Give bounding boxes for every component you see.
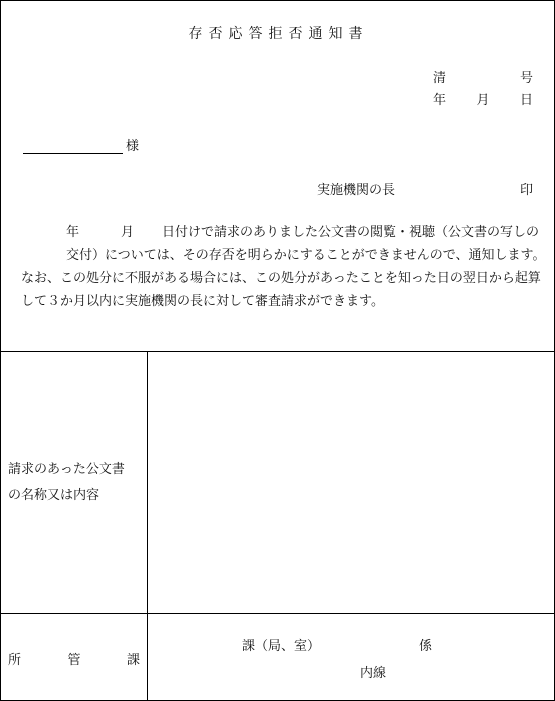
number-suffix: 号 bbox=[519, 71, 533, 86]
section-label: 係 bbox=[418, 639, 432, 654]
document-title: 存否応答拒否通知書 bbox=[188, 26, 369, 42]
extension-label: 内線 bbox=[360, 666, 387, 681]
requested-document-label-line1: 請求のあった公文書 bbox=[8, 462, 125, 477]
date-day: 日 bbox=[519, 93, 533, 108]
department-label: 課（局、室） bbox=[242, 639, 321, 654]
body-year: 年 bbox=[66, 225, 80, 240]
date-year: 年 bbox=[433, 93, 447, 108]
document-number-block bbox=[433, 68, 533, 112]
number-prefix: 清 bbox=[433, 71, 447, 86]
table-column-divider bbox=[147, 351, 148, 700]
label-char-3: 課 bbox=[126, 653, 140, 668]
responsible-division-label bbox=[8, 649, 140, 668]
requested-document-label-line2: の名称又は内容 bbox=[8, 488, 100, 503]
recipient bbox=[23, 135, 139, 154]
body-paragraph-1 bbox=[8, 221, 551, 267]
date-month: 月 bbox=[476, 93, 490, 108]
table-top-border bbox=[1, 351, 554, 352]
recipient-blank-line bbox=[23, 139, 123, 154]
body-text-1: 日付けで請求のありました公文書の閲覧・視聴（公文書の写しの交付）については、その存否を明らかにすることができませんので、通知します。 bbox=[66, 225, 546, 263]
notice-body bbox=[8, 221, 551, 313]
requested-document-label bbox=[8, 457, 125, 509]
recipient-suffix: 様 bbox=[126, 139, 140, 154]
seal-mark: 印 bbox=[519, 183, 533, 198]
issuer-name: 実施機関の長 bbox=[317, 183, 396, 198]
label-char-1: 所 bbox=[8, 653, 22, 668]
body-paragraph-2: なお、この処分に不服がある場合には、この処分があったことを知った日の翌日から起算して３か月以内に実施機関の長に対して審査請求ができます。 bbox=[21, 271, 541, 309]
label-char-2: 管 bbox=[67, 653, 81, 668]
table-middle-border bbox=[1, 613, 554, 614]
body-month: 月 bbox=[121, 225, 135, 240]
issuer-block bbox=[317, 179, 533, 198]
department-info bbox=[242, 635, 432, 681]
